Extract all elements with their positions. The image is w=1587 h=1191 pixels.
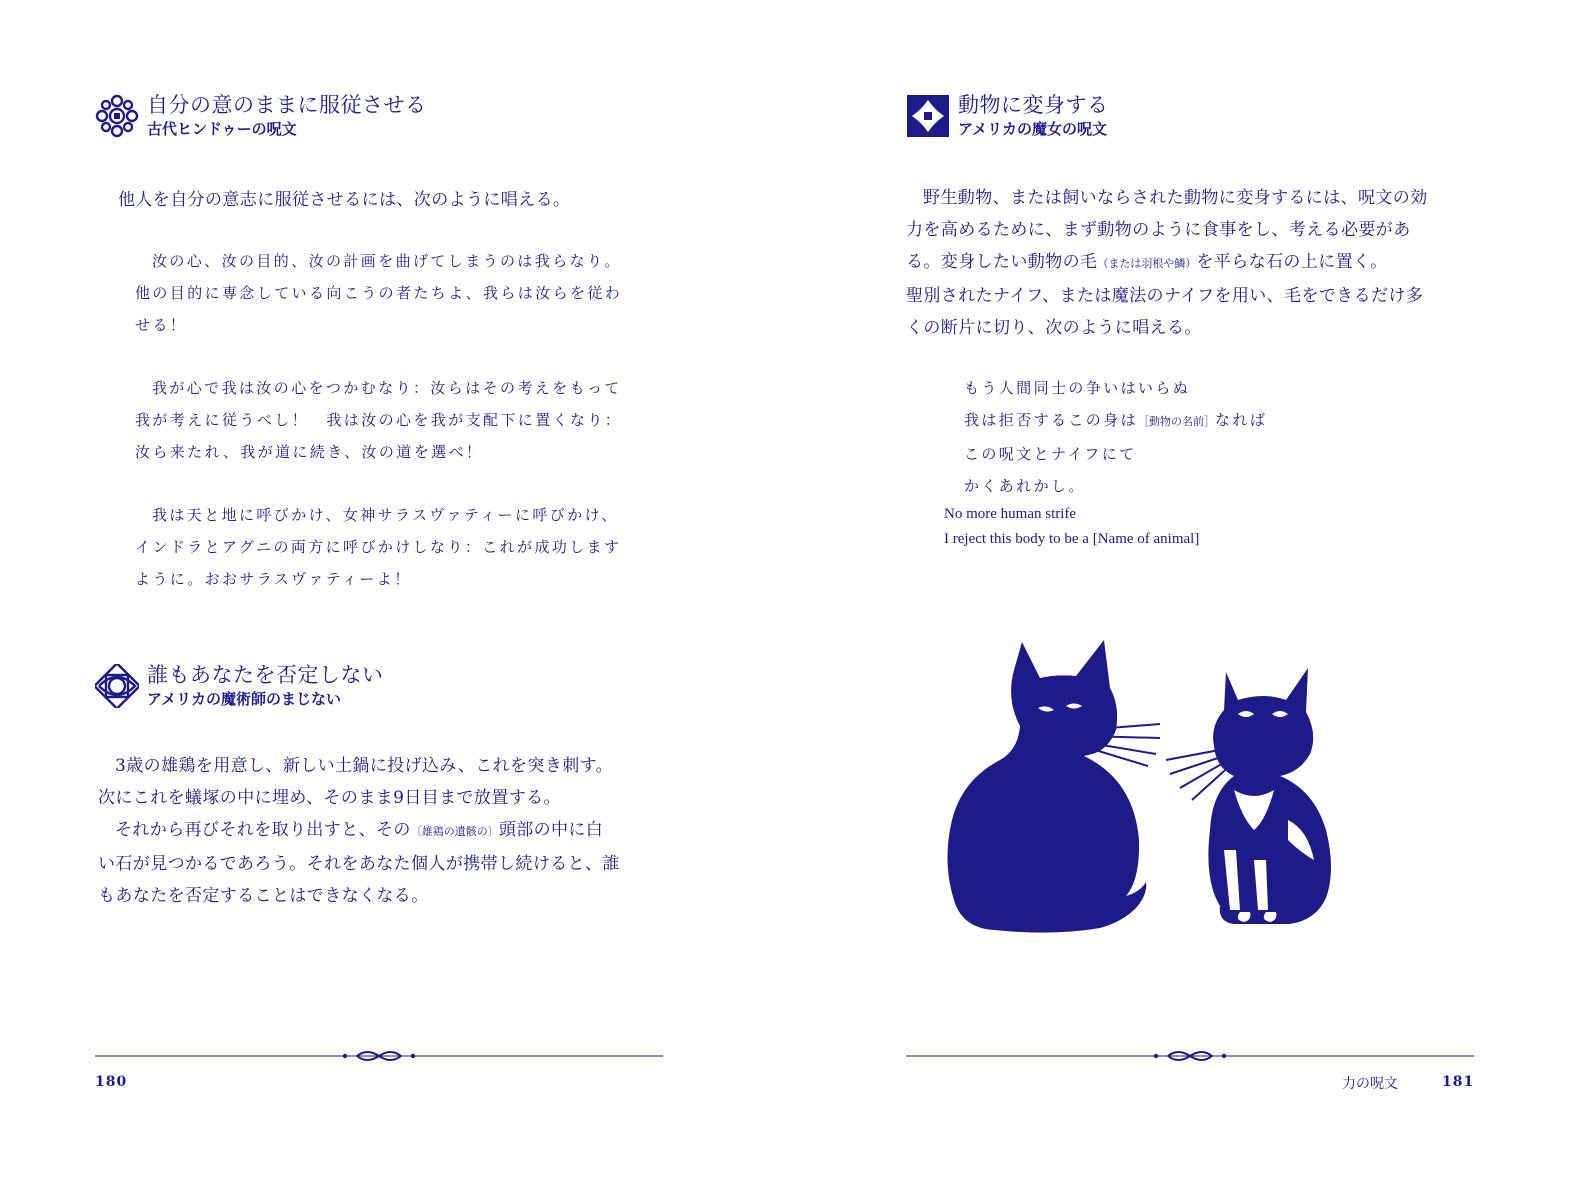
english-spell [944, 502, 1199, 552]
english-line: I reject this body to be a [Name of animal] [944, 531, 1200, 547]
spell-line: もう人間同士の争いはいらぬ [964, 379, 1191, 397]
spell-verse-1 [135, 245, 622, 341]
spell-line: インドラとアグニの両方に呼びかけしなり：これが成功します [135, 538, 622, 556]
spell-line: この呪文とナイフにて [964, 445, 1137, 463]
bracket-note: 〔雄鶏の遺骸の〕 [410, 825, 499, 838]
spell-line: ように。おおサラスヴァティーよ！ [135, 570, 412, 588]
flourish-ornament-icon [95, 1046, 663, 1066]
left-page [0, 0, 793, 1191]
right-page [794, 0, 1587, 1191]
rooster-paragraph [98, 750, 620, 912]
body-line: 次にこれを蟻塚の中に埋め、そのまま9日目まで放置する。 [98, 788, 561, 808]
knot-emblem-icon [95, 94, 139, 138]
body-line: 力を高めるために、まず動物のように食事をし、考える必要があ [906, 220, 1411, 240]
section-header-transform [906, 92, 1109, 140]
section-header-obedience [95, 92, 427, 140]
section-title: 動物に変身する [958, 93, 1109, 117]
black-cat [947, 640, 1146, 933]
bracket-note: ［動物の名前］ [1138, 415, 1216, 428]
section-header-no-denial [95, 662, 384, 710]
intro-line: 他人を自分の意志に服従させるには、次のように唱える。 [118, 190, 571, 210]
spell-verse-2 [135, 372, 622, 468]
english-line: No more human strife [944, 506, 1077, 522]
section-title: 誰もあなたを否定しない [147, 663, 384, 687]
spell-line: かくあれかし。 [964, 477, 1086, 495]
spell-verse-3 [135, 499, 621, 595]
spell-line: 我は拒否するこの身は［動物の名前］なれば [964, 411, 1268, 429]
body-line: 聖別されたナイフ、または魔法のナイフを用い、毛をできるだけ多 [906, 286, 1424, 306]
body-line: 3歳の雄鶏を用意し、新しい土鍋に投げ込み、これを突き刺す。 [115, 756, 614, 776]
spell-line: 我は天と地に呼びかけ、女神サラスヴァティーに呼びかけ、 [152, 506, 619, 524]
spell-line: 汝の心、汝の目的、汝の計画を曲げてしまうのは我らなり。 [152, 252, 622, 270]
spell-line: 我が心で我は汝の心をつかむなり：汝らはその考えをもって [152, 379, 622, 397]
body-line: い石が見つかるであろう。それをあなた個人が携帯し続けると、誰 [98, 854, 620, 874]
cross-tile-emblem-icon [906, 94, 950, 138]
patterned-cat [1208, 668, 1331, 924]
running-head: 力の呪文 [1342, 1076, 1398, 1092]
transform-paragraph [906, 182, 1428, 344]
section-title: 自分の意のままに服従させる [147, 93, 427, 117]
spell-line: 他の目的に専念している向こうの者たちよ、我らは汝らを従わ [135, 284, 623, 302]
body-line: くの断片に切り、次のように唱える。 [906, 318, 1202, 338]
body-line: 野生動物、または飼いならされた動物に変身するには、呪文の効 [923, 188, 1428, 208]
transform-spell [964, 372, 1267, 502]
two-cats-illustration [934, 630, 1354, 940]
flourish-ornament-icon [906, 1046, 1474, 1066]
page-number: 180 [95, 1074, 128, 1090]
bracket-note: （または羽根や鱗） [1097, 257, 1197, 270]
body-line: それから再びそれを取り出すと、その〔雄鶏の遺骸の〕頭部の中に白 [115, 820, 604, 840]
body-line: る。変身したい動物の毛（または羽根や鱗）を平らな石の上に置く。 [906, 252, 1388, 272]
section-subtitle: アメリカの魔術師のまじない [147, 690, 341, 708]
body-line: もあなたを否定することはできなくなる。 [98, 886, 429, 906]
spell-line: 我が考えに従うべし！ 我は汝の心を我が支配下に置くなり： [135, 411, 623, 429]
spell-line: せる！ [135, 316, 188, 334]
section-subtitle: 古代ヒンドゥーの呪文 [147, 120, 297, 138]
spell-line: 汝ら来たれ、我が道に続き、汝の道を選べ！ [135, 443, 484, 461]
section-subtitle: アメリカの魔女の呪文 [958, 120, 1107, 138]
celtic-knot-emblem-icon [95, 664, 139, 708]
intro-paragraph [118, 184, 570, 216]
page-number: 181 [1442, 1074, 1475, 1090]
